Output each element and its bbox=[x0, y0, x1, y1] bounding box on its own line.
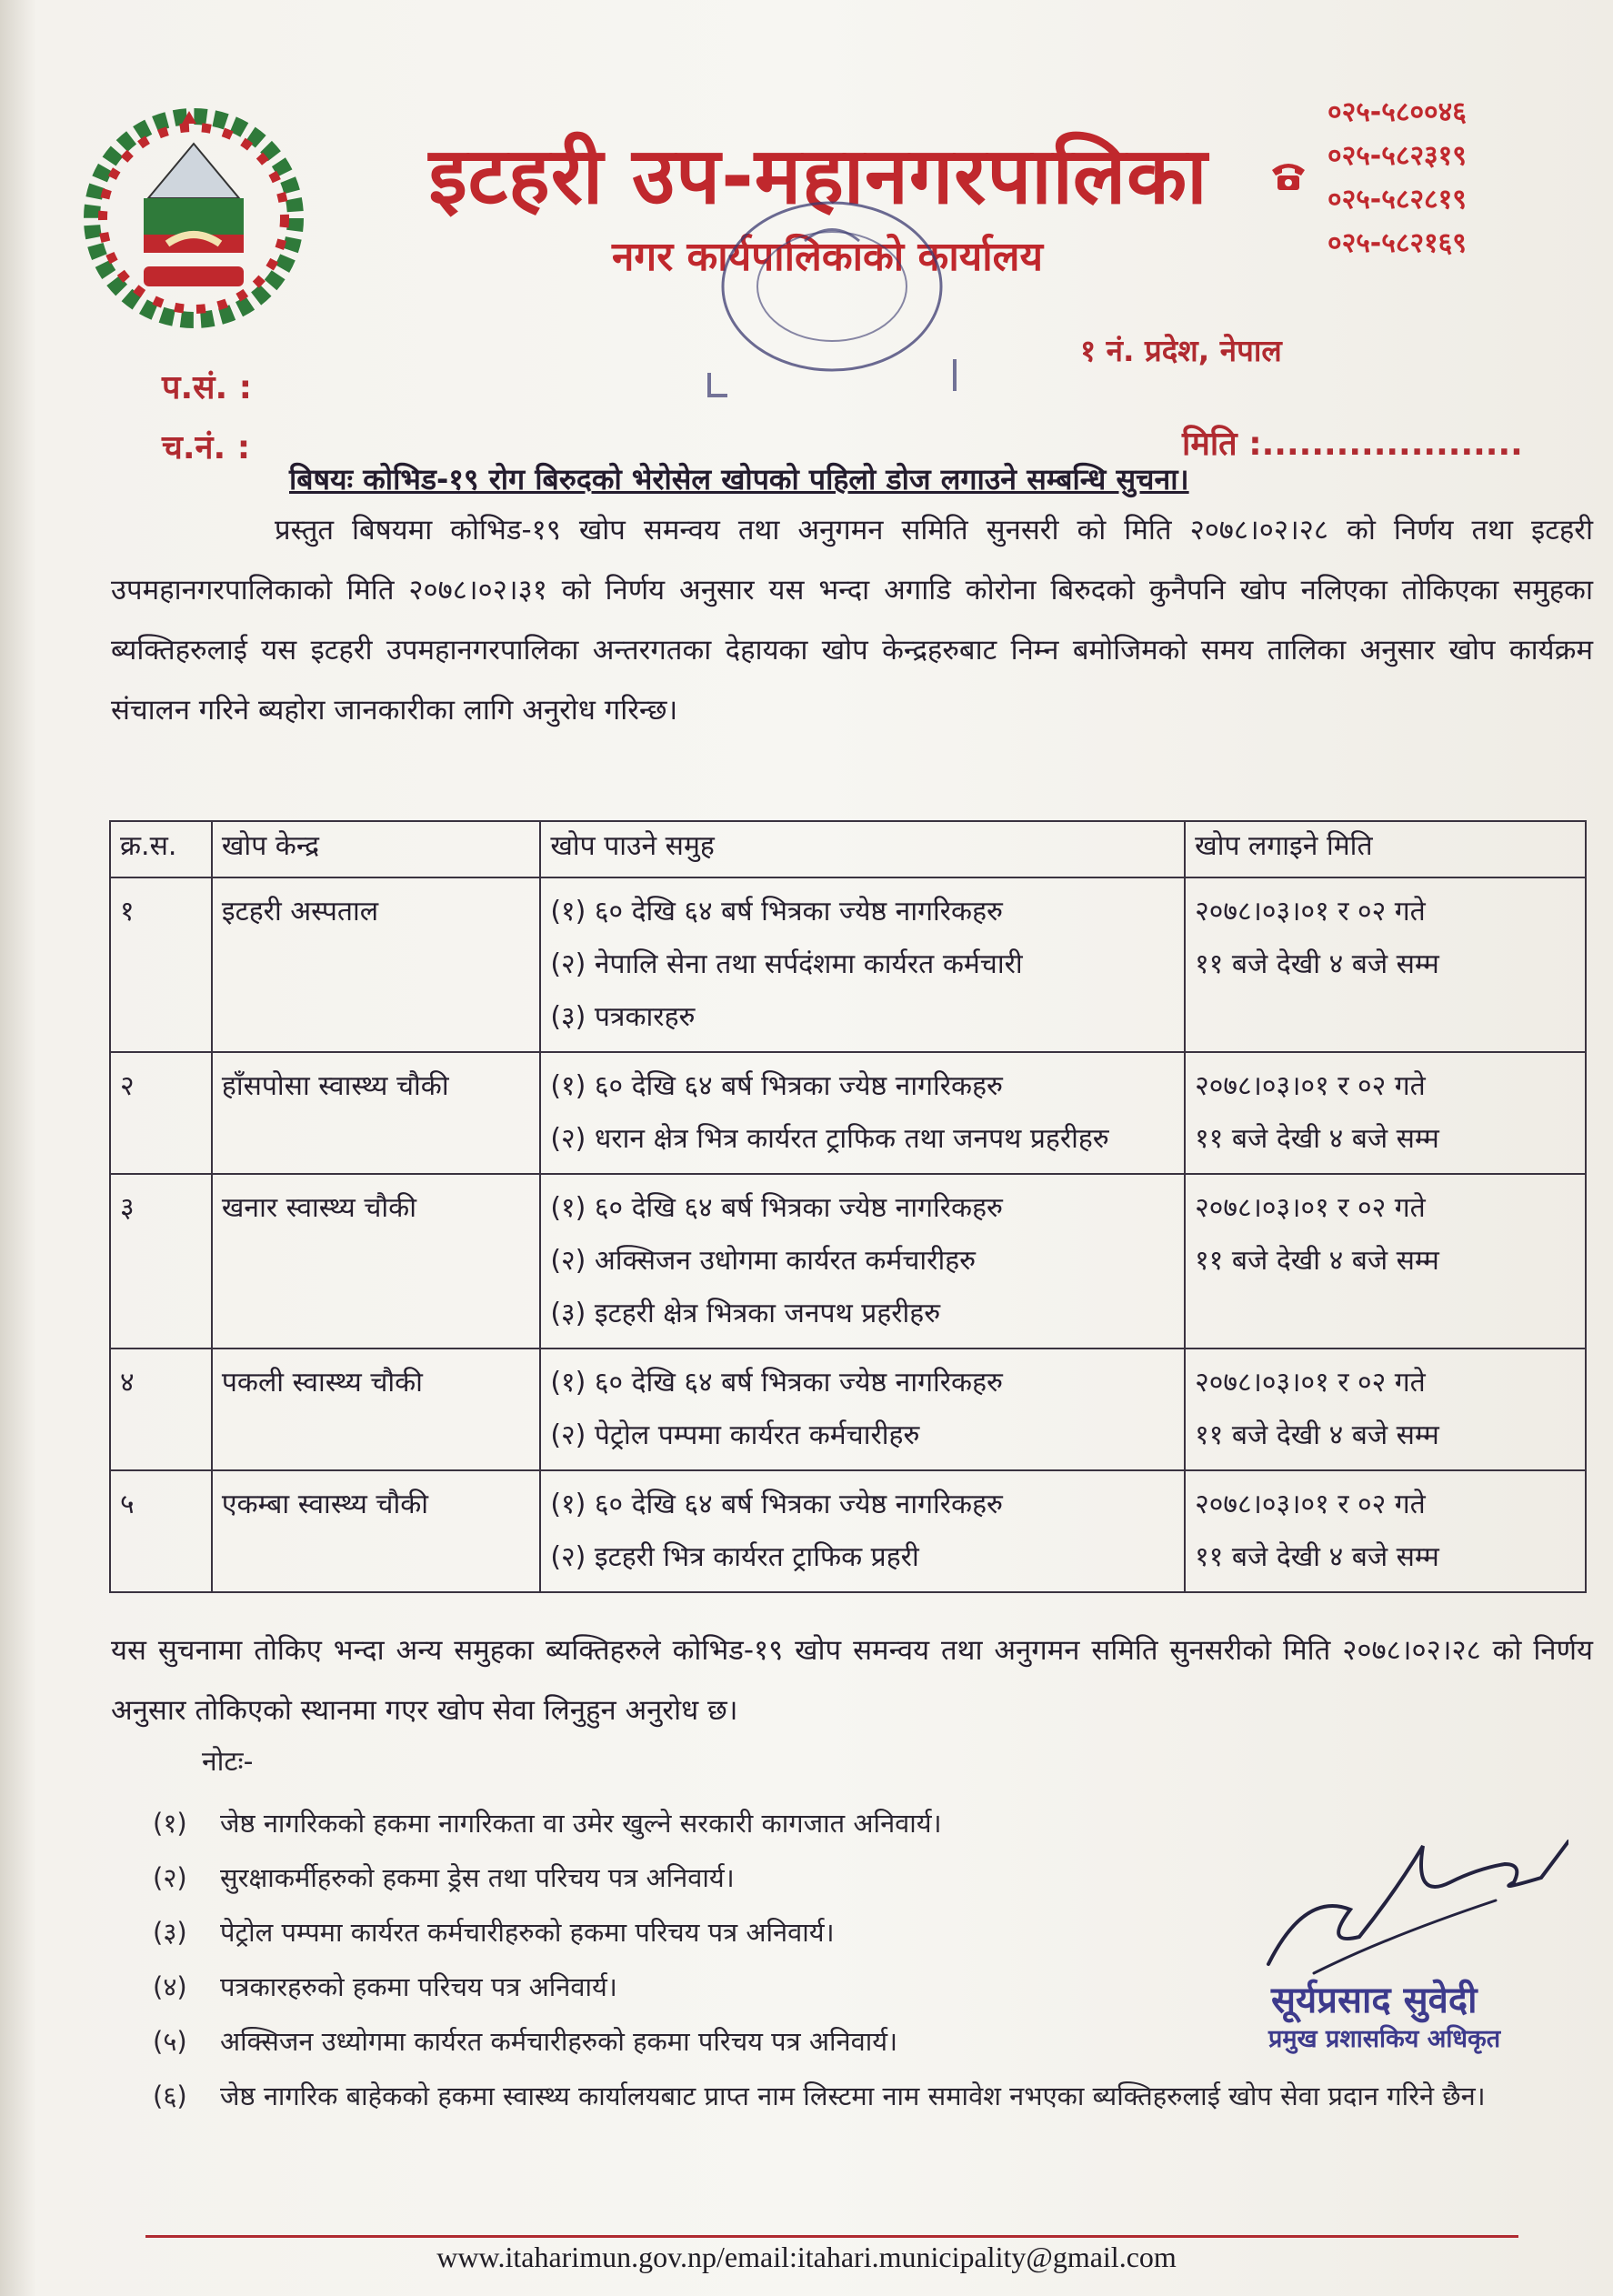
eligible-group: (२) नेपालि सेना तथा सर्पदंशमा कार्यरत कर्मचारी bbox=[550, 948, 1023, 980]
schedule-date: २०७८।०३।०१ र ०२ गते bbox=[1195, 1489, 1426, 1520]
column-header: खोप लगाइने मिति bbox=[1185, 821, 1586, 877]
handwritten-signature bbox=[1259, 1828, 1568, 1982]
phone-number: ०२५-५८२३१९ bbox=[1327, 140, 1467, 172]
schedule-date: २०७८।०३।०१ र ०२ गते bbox=[1195, 1367, 1426, 1399]
schedule-time: ११ बजे देखी ४ बजे सम्म bbox=[1195, 1123, 1439, 1155]
reference-number-label: प.सं. : bbox=[162, 369, 253, 406]
eligible-group: (१) ६० देखि ६४ बर्ष भित्रका ज्येष्ठ नागरिकहरु bbox=[550, 1070, 1003, 1102]
vaccine-center-cell: इटहरी अस्पताल bbox=[212, 877, 540, 1052]
eligible-groups-cell bbox=[540, 877, 1185, 1052]
note-text: सुरक्षाकर्मीहरुको हकमा ड्रेस तथा परिचय पत्र अनिवार्य। bbox=[220, 1862, 735, 1893]
table-row bbox=[110, 1052, 1586, 1174]
eligible-group: (२) धरान क्षेत्र भित्र कार्यरत ट्राफिक तथा जनपथ प्रहरीहरु bbox=[550, 1123, 1109, 1155]
note-number: (६) bbox=[153, 2080, 187, 2111]
footer-divider bbox=[145, 2235, 1518, 2238]
note-number: (१) bbox=[153, 1808, 187, 1839]
signatory-name: सूर्यप्रसाद सुवेदी bbox=[1271, 1980, 1478, 2021]
serial-number-cell: ३ bbox=[110, 1174, 212, 1349]
eligible-groups-cell bbox=[540, 1174, 1185, 1349]
vaccine-center-cell: एकम्बा स्वास्थ्य चौकी bbox=[212, 1470, 540, 1592]
schedule-cell bbox=[1185, 1349, 1586, 1470]
office-subtitle: नगर कार्यपालिकाको कार्यालय bbox=[612, 234, 1043, 280]
column-header: खोप पाउने समुह bbox=[540, 821, 1185, 877]
vaccine-center-cell: पकली स्वास्थ्य चौकी bbox=[212, 1349, 540, 1470]
note-number: (५) bbox=[153, 2026, 187, 2057]
nepal-emblem-icon bbox=[80, 107, 307, 330]
note-text: अक्सिजन उध्योगमा कार्यरत कर्मचारीहरुको हकमा परिचय पत्र अनिवार्य। bbox=[220, 2026, 898, 2057]
schedule-cell bbox=[1185, 1470, 1586, 1592]
note-text: पेट्रोल पम्पमा कार्यरत कर्मचारीहरुको हकमा परिचय पत्र अनिवार्य। bbox=[220, 1917, 835, 1948]
schedule-time: ११ बजे देखी ४ बजे सम्म bbox=[1195, 1245, 1439, 1277]
table-header-row bbox=[110, 821, 1586, 877]
eligible-group: (१) ६० देखि ६४ बर्ष भित्रका ज्येष्ठ नागरिकहरु bbox=[550, 1489, 1003, 1520]
table-row bbox=[110, 1174, 1586, 1349]
eligible-groups-cell bbox=[540, 1349, 1185, 1470]
eligible-group: (२) इटहरी भित्र कार्यरत ट्राफिक प्रहरी bbox=[550, 1541, 919, 1573]
schedule-date: २०७८।०३।०१ र ०२ गते bbox=[1195, 1192, 1426, 1224]
schedule-date: २०७८।०३।०१ र ०२ गते bbox=[1195, 1070, 1426, 1102]
office-title: इटहरी उप-महानगरपालिका bbox=[428, 131, 1208, 222]
eligible-group: (३) पत्रकारहरु bbox=[550, 1001, 696, 1033]
schedule-time: ११ बजे देखी ४ बजे सम्म bbox=[1195, 1541, 1439, 1573]
eligible-group: (२) पेट्रोल पम्पमा कार्यरत कर्मचारीहरु bbox=[550, 1419, 920, 1451]
serial-number-cell: २ bbox=[110, 1052, 212, 1174]
eligible-group: (३) इटहरी क्षेत्र भित्रका जनपथ प्रहरीहरु bbox=[550, 1298, 941, 1329]
note-number: (३) bbox=[153, 1917, 187, 1948]
vaccine-center-cell: हाँसपोसा स्वास्थ्य चौकी bbox=[212, 1052, 540, 1174]
eligible-group: (१) ६० देखि ६४ बर्ष भित्रका ज्येष्ठ नागरिकहरु bbox=[550, 1367, 1003, 1399]
phone-list bbox=[1327, 91, 1518, 266]
schedule-date: २०७८।०३।०१ र ०२ गते bbox=[1195, 896, 1426, 927]
column-header: खोप केन्द्र bbox=[212, 821, 540, 877]
table-row bbox=[110, 1470, 1586, 1592]
notice-subject: बिषयः कोभिड-१९ रोग बिरुदको भेरोसेल खोपको पहिलो डोज लगाउने सम्बन्धि सुचना। bbox=[289, 462, 1189, 496]
phone-number: ०२५-५८००४६ bbox=[1327, 96, 1467, 128]
note-number: (२) bbox=[153, 1862, 187, 1893]
notes-heading: नोटः- bbox=[202, 1746, 254, 1778]
list-item bbox=[153, 2069, 1498, 2123]
column-header: क्र.स. bbox=[110, 821, 212, 877]
note-text: जेष्ठ नागरिक बाहेकको हकमा स्वास्थ्य कार्यालयबाट प्राप्त नाम लिस्टमा नाम समावेश नभएका ब्यक्तिहरुलाई खोप सेवा प्रदान गरिने छैन। bbox=[220, 2080, 1486, 2111]
schedule-cell bbox=[1185, 1052, 1586, 1174]
vaccine-center-cell: खनार स्वास्थ्य चौकी bbox=[212, 1174, 540, 1349]
note-number: (४) bbox=[153, 1971, 187, 2002]
phone-number: ०२५-५८२१६९ bbox=[1327, 227, 1467, 259]
serial-number-cell: ४ bbox=[110, 1349, 212, 1470]
note-text: जेष्ठ नागरिकको हकमा नागरिकता वा उमेर खुल्ने सरकारी कागजात अनिवार्य। bbox=[220, 1808, 942, 1839]
phone-number: ०२५-५८२८१९ bbox=[1327, 184, 1467, 216]
serial-number-cell: १ bbox=[110, 877, 212, 1052]
schedule-cell bbox=[1185, 877, 1586, 1052]
signatory-title: प्रमुख प्रशासकिय अधिकृत bbox=[1268, 2025, 1501, 2053]
schedule-cell bbox=[1185, 1174, 1586, 1349]
eligible-groups-cell bbox=[540, 1470, 1185, 1592]
table-row bbox=[110, 877, 1586, 1052]
schedule-time: ११ बजे देखी ४ बजे सम्म bbox=[1195, 948, 1439, 980]
note-text: पत्रकारहरुको हकमा परिचय पत्र अनिवार्य। bbox=[220, 1971, 617, 2002]
footer-contact: www.itaharimun.gov.np/email:itahari.municipality@gmail.com bbox=[436, 2241, 1177, 2273]
telephone-icon bbox=[1268, 159, 1308, 192]
schedule-time: ११ बजे देखी ४ बजे सम्म bbox=[1195, 1419, 1439, 1451]
eligible-groups-cell bbox=[540, 1052, 1185, 1174]
eligible-group: (१) ६० देखि ६४ बर्ष भित्रका ज्येष्ठ नागरिकहरु bbox=[550, 896, 1003, 927]
intro-paragraph: प्रस्तुत बिषयमा कोभिड-१९ खोप समन्वय तथा अनुगमन समिति सुनसरी को मिति २०७८।०२।२८ को निर्णय तथा इटहरी उपमहानगरपालिकाको मिति २०७८।०२।३१ को निर्णय अनुसार यस भन्दा अगाडि कोरोना बिरुदको कुनैपनि खोप नलिएका तोकिएका समुहका ब्यक्तिहरुलाई यस इटहरी उपमहानगरपालिका अन्तरगतका देहायका खोप केन्द्रहरुबाट निम्न बमोजिमको समय तालिका अनुसार खोप कार्यक्रम संचालन गरिने ब्यहोरा जानकारीका लागि अनुरोध गरिन्छ। bbox=[111, 514, 1593, 727]
vaccination-schedule-table bbox=[109, 820, 1587, 1593]
eligible-group: (२) अक्सिजन उधोगमा कार्यरत कर्मचारीहरु bbox=[550, 1245, 977, 1277]
closing-paragraph: यस सुचनामा तोकिए भन्दा अन्य समुहका ब्यक्तिहरुले कोभिड-१९ खोप समन्वय तथा अनुगमन समिति सुनसरीको मिति २०७८।०२।२८ को निर्णय अनुसार तोकिएको स्थानमा गएर खोप सेवा लिनुहुन अनुरोध छ। bbox=[111, 1634, 1593, 1727]
office-seal-icon bbox=[691, 177, 973, 405]
dispatch-number-label: च.नं. : bbox=[162, 429, 251, 466]
date-field: मिति :..................... bbox=[1182, 426, 1523, 463]
province-address: १ नं. प्रदेश, नेपाल bbox=[1080, 333, 1282, 368]
table-row bbox=[110, 1349, 1586, 1470]
serial-number-cell: ५ bbox=[110, 1470, 212, 1592]
eligible-group: (१) ६० देखि ६४ बर्ष भित्रका ज्येष्ठ नागरिकहरु bbox=[550, 1192, 1003, 1224]
